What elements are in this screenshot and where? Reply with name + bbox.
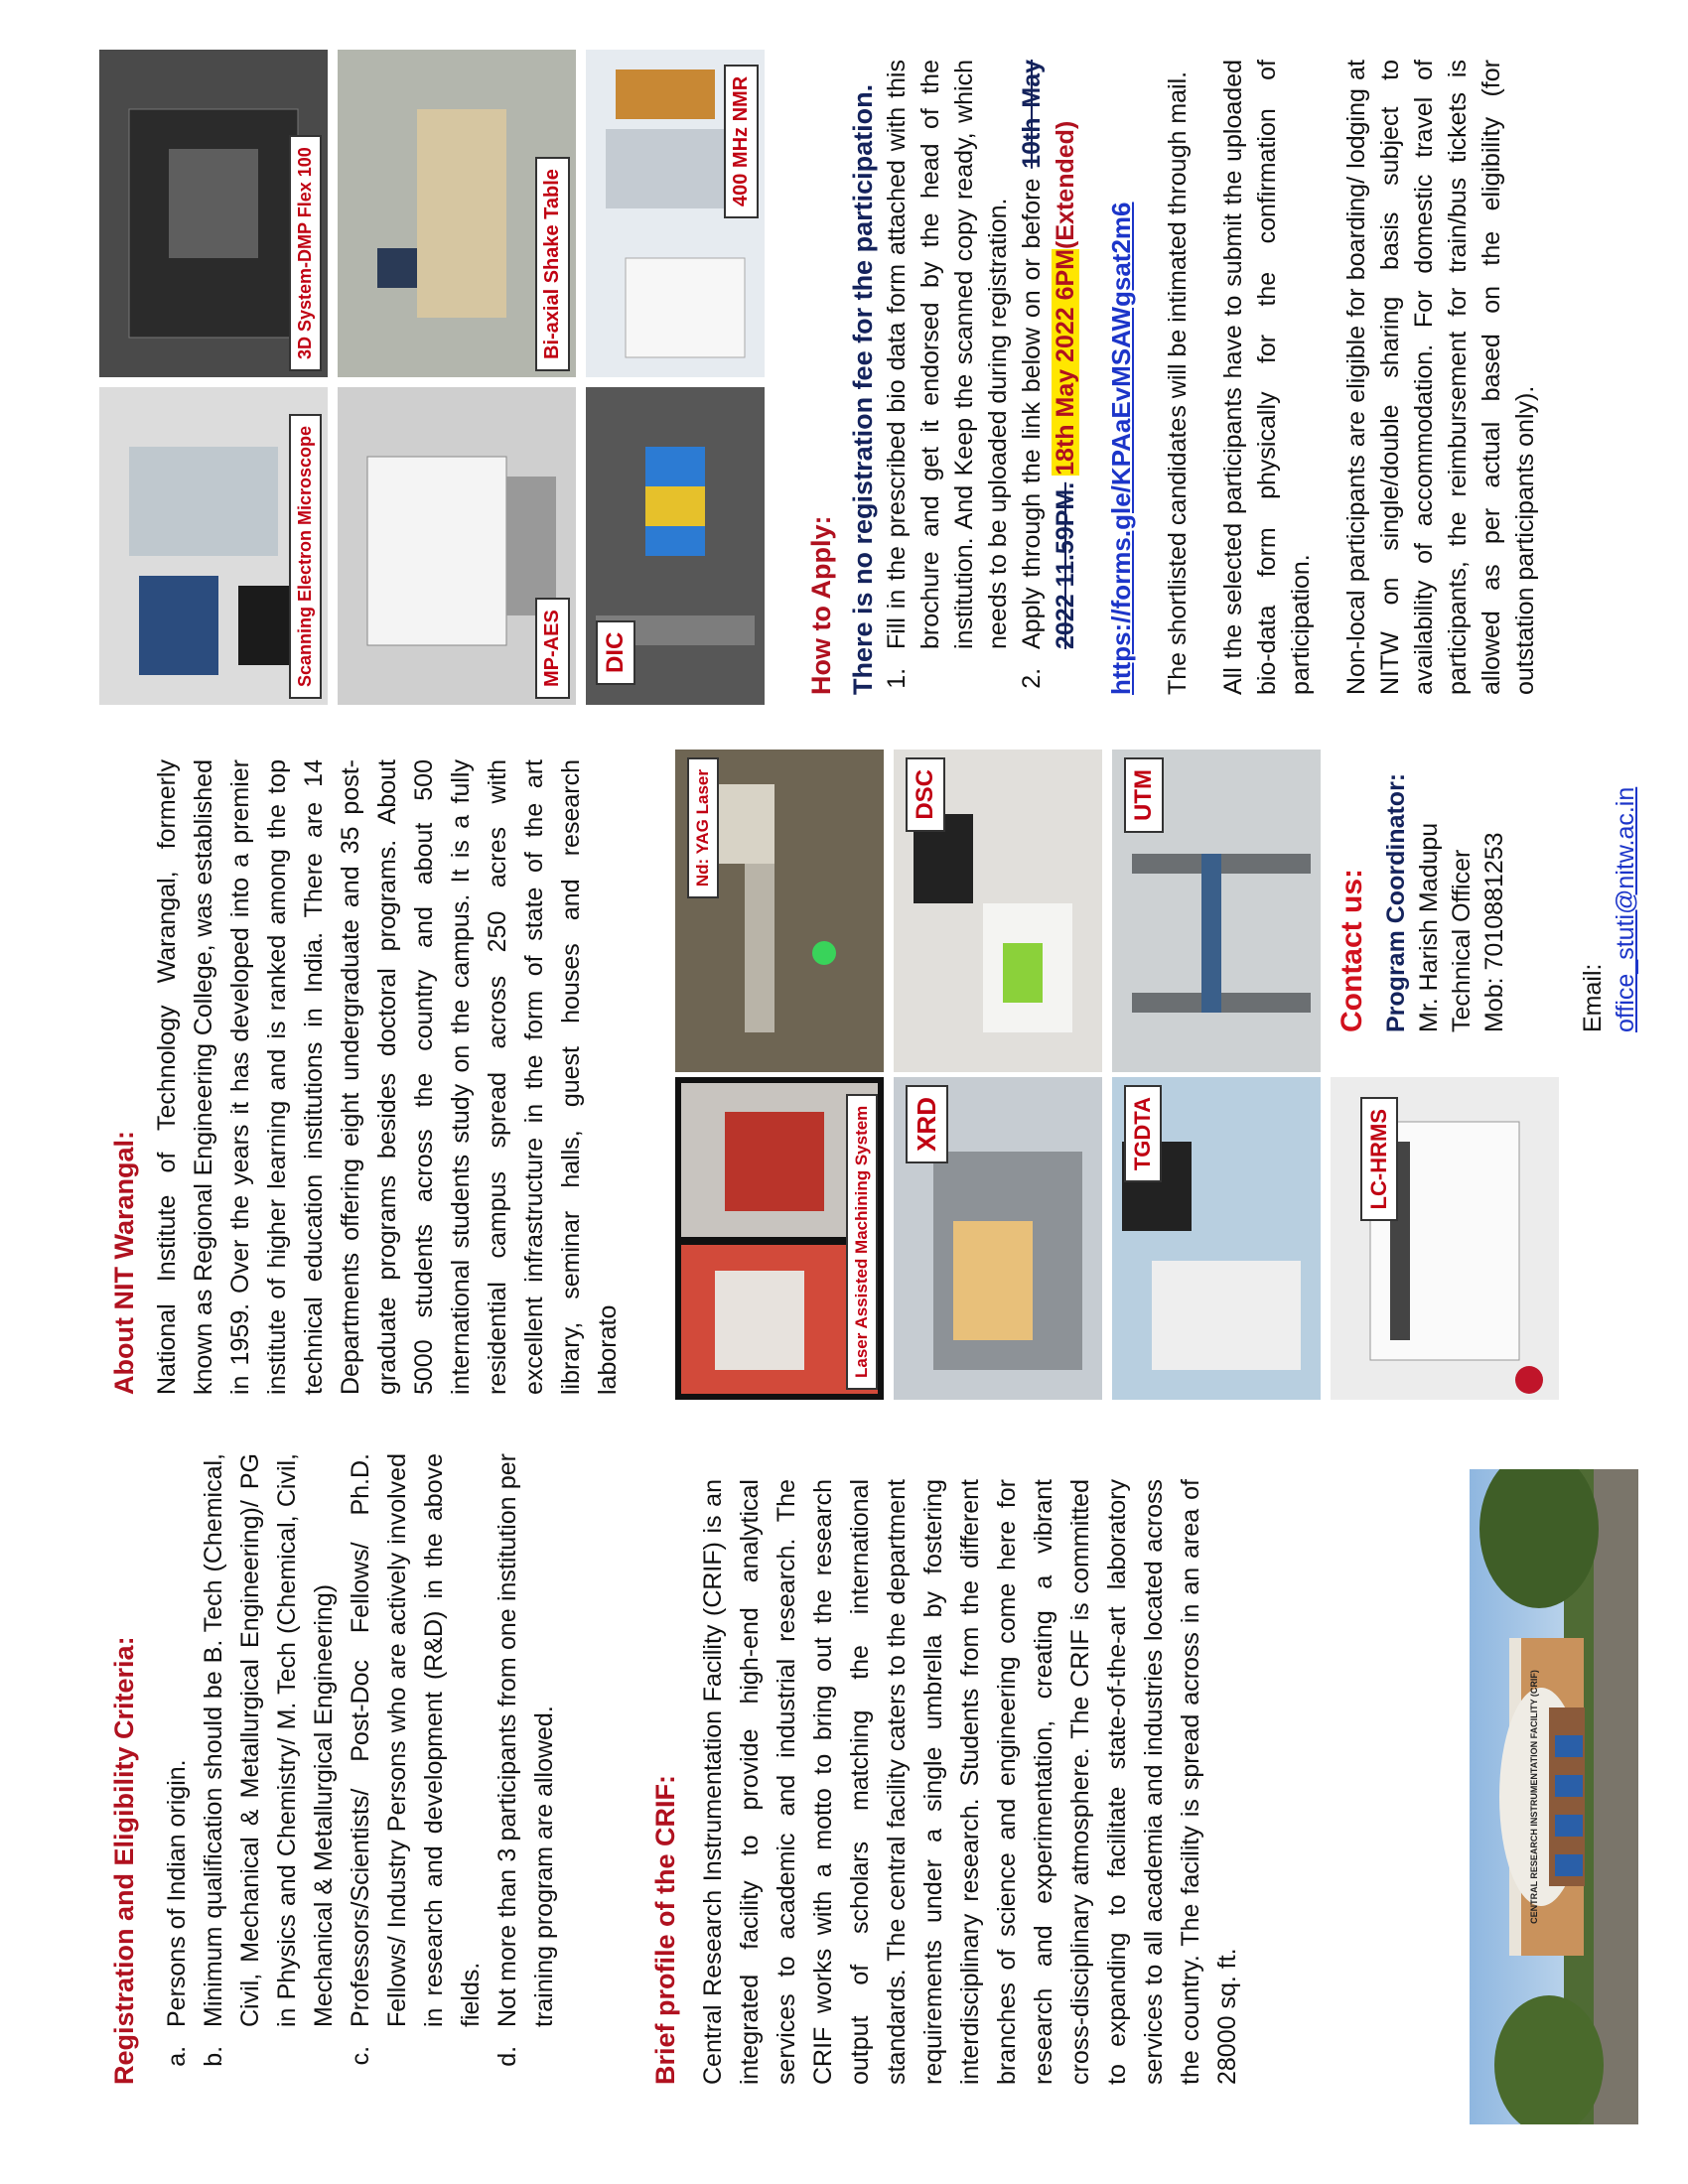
- sem-photo: [99, 387, 328, 705]
- step2-text: Apply through the link below on or before: [1018, 168, 1046, 649]
- about-heading: About NIT Warangal:: [109, 1131, 139, 1395]
- label-dmp: 3D System-DMP Flex 100: [289, 135, 322, 371]
- apply-step-1: 1. Fill in the prescribed bio data form attached with this brochure and get it endorsed by the head of the institution. And Keep the scanned copy ready, which needs to be uploaded during registration.: [880, 60, 1015, 661]
- apply-heading: How to Apply:: [806, 515, 836, 695]
- coordinator-name: Mr. Harish Madupu: [1415, 822, 1443, 1032]
- coordinator-role: Program Coordinator:: [1382, 772, 1410, 1032]
- label-utm: UTM: [1124, 757, 1164, 833]
- email-label: Email:: [1579, 963, 1607, 1032]
- coordinator-mob: Mob: 7010881253: [1480, 832, 1508, 1032]
- shortlist-note: The shortlisted candidates will be intimated through mail.: [1164, 70, 1192, 695]
- crif-body: Central Research Instrumentation Facility (CRIF) is an integrated facility to provide high-end analytical services to academic and industrial research. The CRIF works with a motto to bring out the research output of scholars matching the international standards. The central facility caters to the department requirements under a single umbrella by fostering interdisciplinary research. Students from the different branches of science and engineering come here for research and experimentation, creating a vibrant cross-disciplinary atmosphere. The CRIF is committed to expanding to facilitate state-of-the-art laboratory services to all academia and industries located across the country. The facility is spread across in an area of 28000 sq. ft.: [699, 1479, 1241, 2085]
- eligibility-item: d. Not more than 3 participants from one institution per training program are allowed.: [490, 1453, 563, 2039]
- registration-heading: Registration and Eligibility Criteria:: [109, 1636, 139, 2085]
- dsc-photo: [894, 750, 1102, 1072]
- column-left: [0, 1453, 1688, 2144]
- extended-note: (Extended): [1052, 120, 1079, 249]
- label-xrd: XRD: [906, 1085, 948, 1163]
- mpaes-photo: [338, 387, 576, 705]
- building-sign: CENTRAL RESEARCH INSTRUMENTATION FACILITY (CRIF): [1529, 1670, 1539, 1924]
- apply-step-2: [1015, 60, 1082, 661]
- label-sem: Scanning Electron Microscope: [289, 414, 322, 699]
- new-deadline: 18th May 2022 6PM: [1052, 248, 1079, 476]
- tgdta-photo: [1112, 1077, 1321, 1400]
- selected-note: All the selected participants have to submit the uploaded bio-data form physically for the confirmation of participation.: [1219, 60, 1315, 695]
- label-lchrms: LC-HRMS: [1360, 1097, 1398, 1221]
- utm-photo: [1112, 750, 1321, 1072]
- ndyag-photo: [675, 750, 884, 1072]
- no-fee-note: There is no registration fee for the participation.: [848, 83, 878, 695]
- nmr-photo: [586, 50, 765, 377]
- label-mpaes: MP-AES: [535, 598, 570, 699]
- old-deadline: 10th May 2022 11.59PM.: [1018, 60, 1079, 649]
- contact-heading: Contact us:: [1336, 869, 1368, 1032]
- contact-block: [1336, 735, 1642, 1032]
- crif-heading: Brief profile of the CRIF:: [650, 1775, 680, 2085]
- dic-photo: [586, 387, 765, 705]
- label-dic: DIC: [596, 620, 635, 685]
- shake-table-photo: [338, 50, 576, 377]
- registration-form-link[interactable]: https://forms.gle/KPAaEvMSAWgsat2m6: [1106, 202, 1136, 695]
- lchrms-photo: [1331, 1077, 1559, 1400]
- label-laser-machining: Laser Assisted Machining System: [846, 1094, 878, 1390]
- laser-machining-photo: [675, 1077, 884, 1400]
- eligibility-item: c. Professors/Scientists/ Post-Doc Fellows/ Ph.D. Fellows/ Industry Persons who are actively involved in research and development (R&D) in the above fields.: [343, 1453, 490, 2039]
- eligibility-item: b. Minimum qualification should be B. Tech (Chemical, Civil, Mechanical & Metallurgical Engineering)/ PG in Physics and Chemistry/ M. Tech (Chemical, Civil, Mechanical & Metallurgical Engineering): [196, 1453, 343, 2039]
- eligibility-item: a. Persons of Indian origin.: [159, 1453, 196, 2039]
- dmp-photo: [99, 50, 328, 377]
- about-body: National Institute of Technology Warangal, formerly known as Regional Engineering College, was established in 1959. Over the years it has developed into a premier institute of higher learning and is ranked among the top technical education institutions in India. There are 14 Departments offering eight undergraduate and 35 post-graduate programs besides doctoral programs. About 5000 students across the country and about 500 international students study on the campus. It is a fully residential campus spread across 250 acres with excellent infrastructure in the form of state of the art library, seminar halls, guest houses and research laborato: [153, 759, 622, 1395]
- label-shake-table: Bi-axial Shake Table: [535, 157, 570, 371]
- coordinator-title: Technical Officer: [1448, 849, 1476, 1032]
- label-nmr: 400 MHz NMR: [724, 65, 759, 218]
- apply-steps: [880, 60, 1082, 695]
- xrd-photo: [894, 1077, 1102, 1400]
- label-dsc: DSC: [906, 757, 945, 832]
- email-link[interactable]: office_stuti@nitw.ac.in: [1612, 786, 1639, 1032]
- label-tgdta: TGDTA: [1124, 1085, 1162, 1182]
- nonlocal-note: Non-local participants are eligible for boarding/ lodging at NITW on single/double sharing basis subject to availability of accommodation. For domestic travel of participants, the reimbursement for train/bus tickets is allowed as per actual based on the eligibility (for outstation participants only).: [1342, 60, 1539, 695]
- column-middle: [0, 725, 1688, 1420]
- label-ndyag: Nd: YAG Laser: [687, 757, 719, 898]
- crif-building-photo: [1470, 1469, 1638, 2124]
- column-right: [0, 30, 1688, 715]
- apply-block: [804, 60, 1542, 695]
- eligibility-list: [159, 1453, 563, 2085]
